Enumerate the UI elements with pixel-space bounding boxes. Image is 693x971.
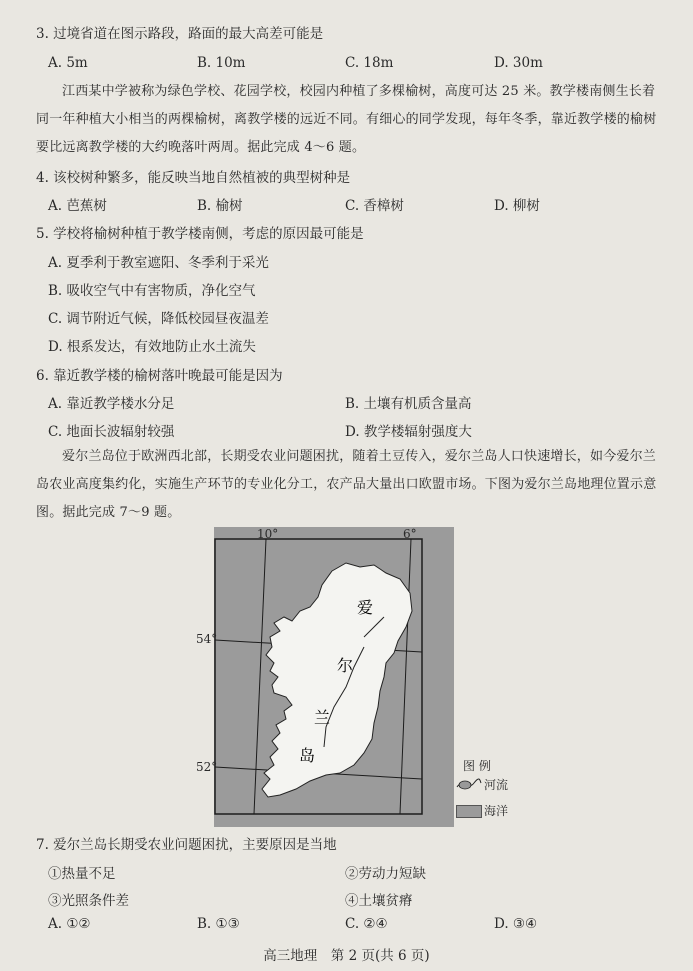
q5-option-b: B. 吸收空气中有害物质，净化空气 [48,283,256,299]
q7-option-a: A. ①② [48,916,91,932]
q7-item-4: ④土壤贫瘠 [345,893,413,909]
q7-option-c: C. ②④ [345,916,388,932]
q3-option-a: A. 5m [48,55,88,71]
q3-option-b: B. 10m [197,55,246,71]
legend-river-label: 河流 [484,778,509,792]
q4-option-a: A. 芭蕉树 [48,198,107,214]
q3-option-c: C. 18m [345,55,394,71]
q6-stem: 6. 靠近教学楼的榆树落叶晚最可能是因为 [36,368,283,384]
q7-option-b: B. ①③ [197,916,240,932]
river-legend-icon [456,776,482,790]
ireland-location-map [214,527,454,827]
q6-option-a: A. 靠近教学楼水分足 [48,396,175,412]
q3-stem: 3. 过境省道在图示路段，路面的最大高差可能是 [36,26,324,42]
map-svg [214,527,454,827]
map-char-3: 兰 [314,708,331,727]
q7-stem: 7. 爱尔兰岛长期受农业问题困扰，主要原因是当地 [36,837,337,853]
legend-ocean-label: 海洋 [484,804,509,818]
q7-item-1: ①热量不足 [48,866,116,882]
q5-option-d: D. 根系发达，有效地防止水土流失 [48,339,256,355]
passage-ireland: 爱尔兰岛位于欧洲西北部，长期受农业问题困扰，随着土豆传入，爱尔兰岛人口快速增长，如今爱尔兰岛农业高度集约化，实施生产环节的专业化分工，农产品大量出口欧盟市场。下图为爱尔兰岛地理位置示意图。据此完成 7～9 题。 [36,449,657,520]
q7-item-3: ③光照条件差 [48,893,129,909]
q5-option-c: C. 调节附近气候，降低校园昼夜温差 [48,311,269,327]
q6-option-b: B. 土壤有机质含量高 [345,396,472,412]
q6-option-c: C. 地面长波辐射较强 [48,424,175,440]
lat-label-52: 52° [196,760,218,774]
q6-option-d: D. 教学楼辐射强度大 [345,424,472,440]
map-char-2: 尔 [337,656,354,675]
ocean-legend-swatch [456,805,482,818]
lon-label-10: 10° [257,527,279,541]
lat-label-54: 54° [196,632,218,646]
q4-stem: 4. 该校树种繁多，能反映当地自然植被的典型树种是 [36,170,351,186]
legend-title: 图 例 [463,759,491,773]
lon-label-6: 6° [403,527,417,541]
map-char-4: 岛 [299,746,316,765]
q5-stem: 5. 学校将榆树种植于教学楼南侧，考虑的原因最可能是 [36,226,364,242]
q4-option-b: B. 榆树 [197,198,243,214]
q4-option-d: D. 柳树 [494,198,540,214]
q4-option-c: C. 香樟树 [345,198,404,214]
q5-option-a: A. 夏季利于教室遮阳、冬季利于采光 [48,255,269,271]
q7-item-2: ②劳动力短缺 [345,866,426,882]
map-char-1: 爱 [357,598,374,617]
page-footer: 高三地理 第 2 页(共 6 页) [263,948,430,964]
passage-elm-trees: 江西某中学被称为绿色学校、花园学校，校园内种植了多棵榆树，高度可达 25 米。教学楼南侧生长着同一年种植大小相当的两棵榆树，离教学楼的远近不同。有细心的同学发现，每年冬季，靠近教学楼的榆树要比远离教学楼的大约晚落叶两周。据此完成 4～6 题。 [36,84,657,155]
q7-option-d: D. ③④ [494,916,538,932]
q3-option-d: D. 30m [494,55,543,71]
